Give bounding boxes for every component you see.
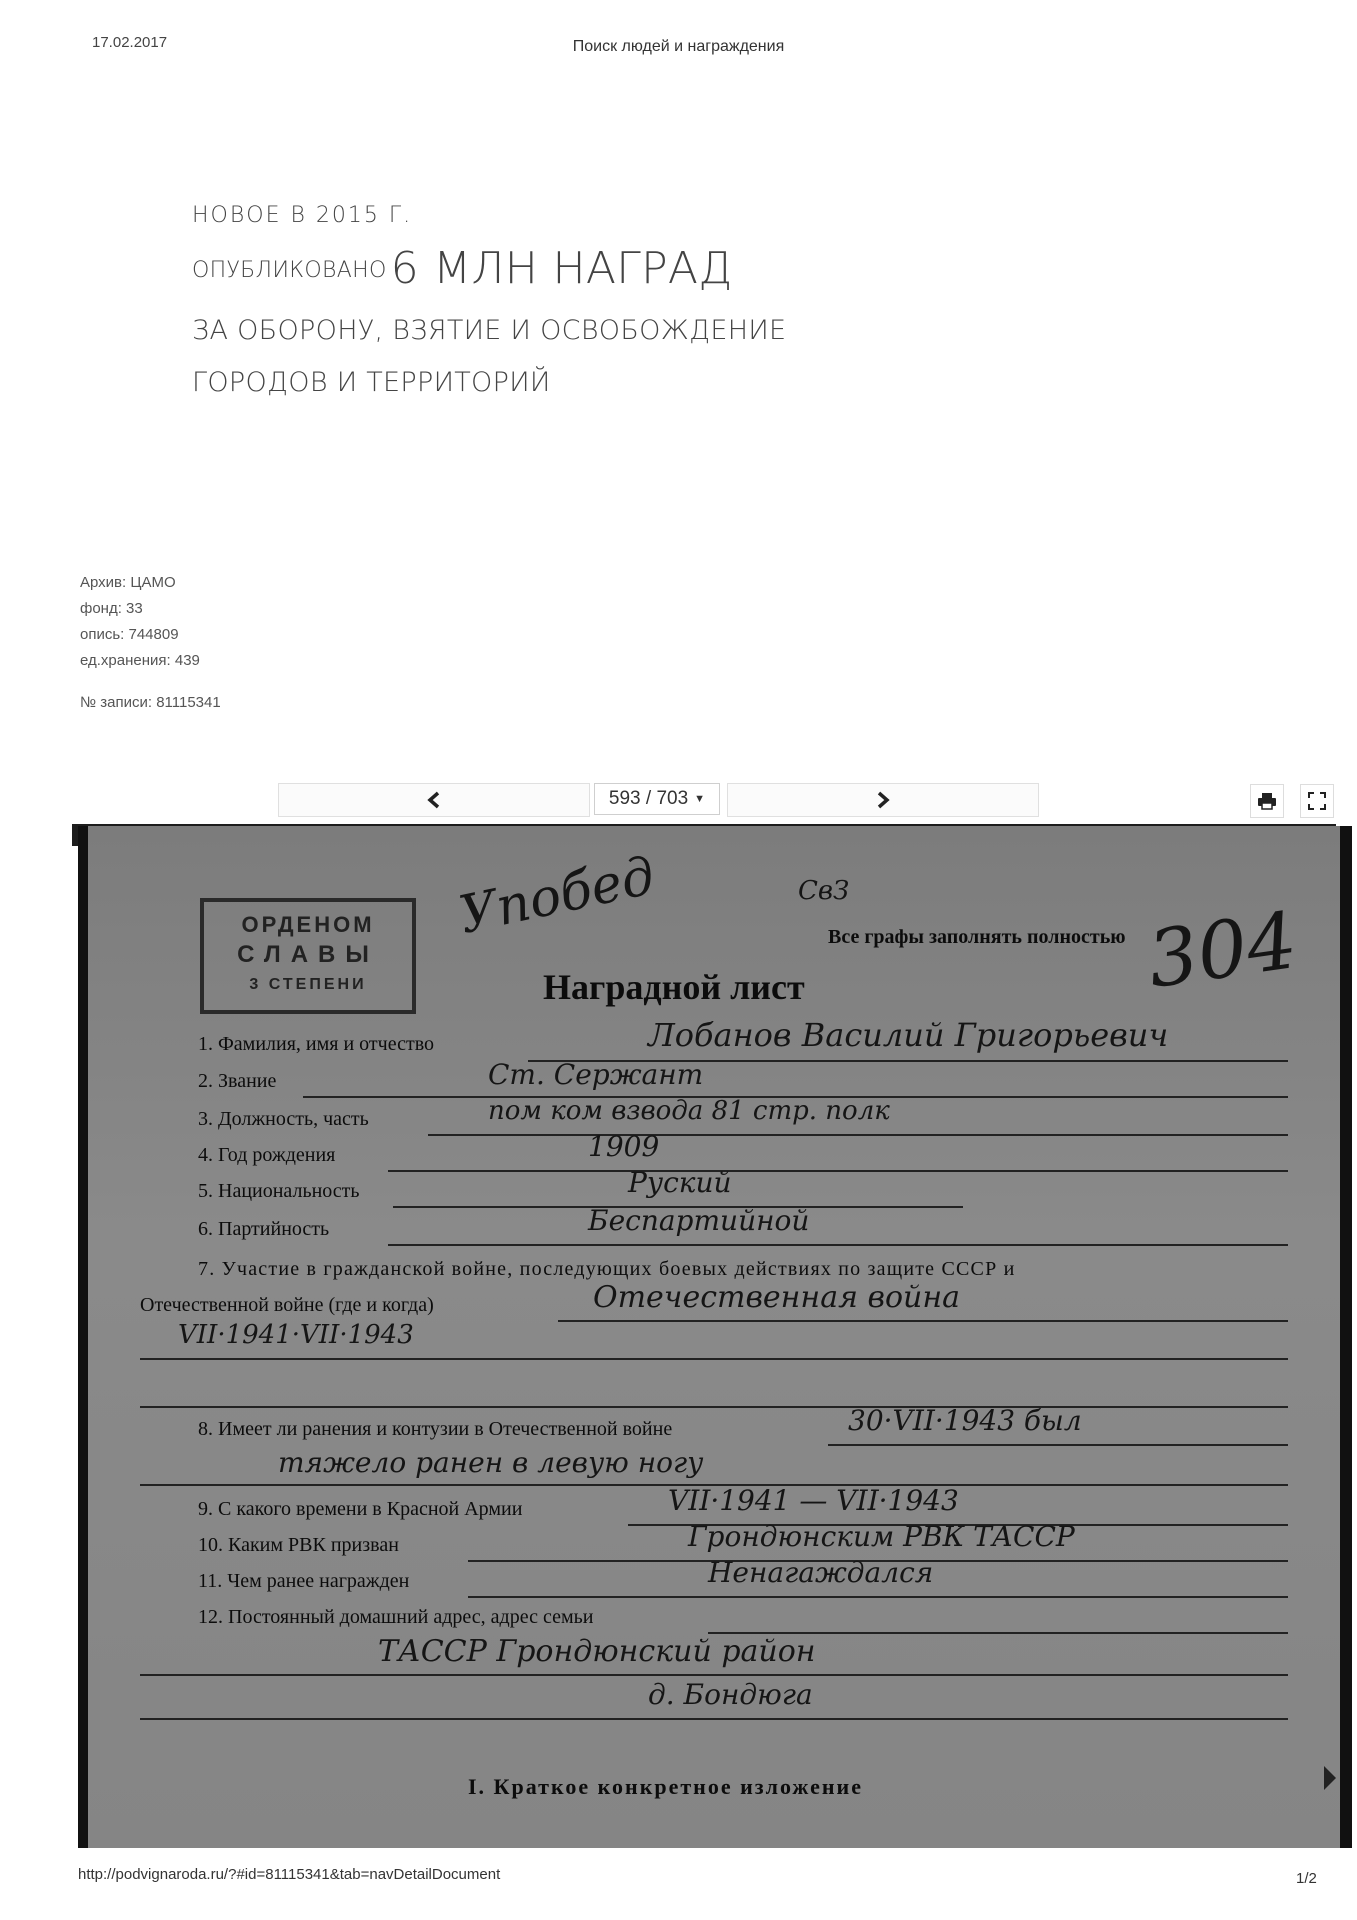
- footer-url: http://podvignaroda.ru/?#id=81115341&tab=navDetailDocument: [78, 1866, 501, 1883]
- row-4-rule: [388, 1170, 1288, 1172]
- promo-headline-big: 6 МЛН НАГРАД: [390, 243, 733, 294]
- stamp-line-3: 3 СТЕПЕНИ: [249, 976, 367, 993]
- row-7c-rule: [140, 1358, 1288, 1360]
- row-2-value: Ст. Сержант: [488, 1058, 704, 1091]
- record-number: № записи: 81115341: [80, 694, 221, 711]
- row-12b-rule: [140, 1674, 1288, 1676]
- row-7b-value: Отечественная война: [593, 1280, 960, 1315]
- section-heading: I. Краткое конкретное изложение: [468, 1774, 863, 1799]
- row-12-label: 12. Постоянный домашний адрес, адрес семьи: [198, 1606, 594, 1628]
- row-11-rule: [468, 1596, 1288, 1598]
- row-6-label: 6. Партийность: [198, 1218, 330, 1240]
- row-4-value: 1909: [588, 1130, 660, 1163]
- row-7c-value: VII·1941·VII·1943: [178, 1320, 414, 1350]
- promo-headline-prefix: ОПУБЛИКОВАНО: [192, 258, 387, 283]
- archive-fond: фонд: 33: [80, 600, 143, 617]
- prev-page-button[interactable]: [278, 783, 590, 817]
- row-5-value: Руский: [628, 1166, 732, 1199]
- row-8-label: 8. Имеет ли ранения и контузии в Отечественной войне: [198, 1418, 673, 1440]
- promo-new-label: НОВОЕ В 2015 Г.: [192, 203, 413, 228]
- page-selector[interactable]: [594, 783, 720, 815]
- row-3-label: 3. Должность, часть: [198, 1108, 369, 1130]
- row-5-label: 5. Национальность: [198, 1180, 360, 1202]
- promo-headline[interactable]: [192, 243, 733, 294]
- row-4-label: 4. Год рождения: [198, 1144, 336, 1166]
- handwritten-number: 304: [1142, 896, 1303, 1006]
- row-1-label: 1. Фамилия, имя и отчество: [198, 1033, 435, 1055]
- row-1-value: Лобанов Василий Григорьевич: [648, 1016, 1169, 1054]
- next-page-button[interactable]: [727, 783, 1039, 817]
- row-9-value: VII·1941 — VII·1943: [668, 1484, 959, 1517]
- row-8b-value: тяжело ранен в левую ногу: [278, 1446, 704, 1479]
- row-11-value: Ненагаждался: [708, 1556, 934, 1589]
- row-7b-rule: [558, 1320, 1288, 1322]
- fullscreen-button[interactable]: [1300, 784, 1334, 818]
- fullscreen-icon: [1308, 792, 1326, 810]
- row-12b-value: ТАССР Грондюнский район: [378, 1634, 816, 1669]
- row-10-label: 10. Каким РВК призван: [198, 1534, 399, 1556]
- document-title: Наградной лист: [543, 967, 805, 1007]
- promo-subline-2: ГОРОДОВ И ТЕРРИТОРИЙ: [192, 367, 551, 398]
- archive-info: [80, 570, 200, 674]
- caret-down-icon: ▼: [694, 793, 706, 805]
- award-stamp: [200, 898, 416, 1014]
- row-6-value: Беспартийной: [588, 1204, 810, 1237]
- chevron-right-icon: [876, 791, 890, 809]
- print-date: 17.02.2017: [92, 34, 168, 51]
- row-3-value: пом ком взвода 81 стр. полк: [488, 1096, 890, 1126]
- row-8-rule: [828, 1444, 1288, 1446]
- archive-name: Архив: ЦАМО: [80, 574, 176, 591]
- row-11-label: 11. Чем ранее награжден: [198, 1570, 410, 1592]
- row-12c-rule: [140, 1718, 1288, 1720]
- row-7-label: 7. Участие в гражданской войне, последующих боевых действиях по защите СССР и: [198, 1258, 1016, 1280]
- printer-icon: [1257, 792, 1277, 810]
- row-8-value: 30·VII·1943 был: [848, 1404, 1082, 1437]
- scroll-right-icon[interactable]: [1324, 1766, 1336, 1790]
- archive-opis: опись: 744809: [80, 626, 179, 643]
- row-10-value: Грондюнским РВК ТАССР: [688, 1520, 1075, 1553]
- footer-page-number: 1/2: [1296, 1870, 1317, 1887]
- chevron-left-icon: [427, 791, 441, 809]
- page-indicator: 593 / 703: [608, 788, 689, 809]
- stamp-line-1: ОРДЕНОМ: [241, 912, 375, 937]
- document-scan[interactable]: [78, 826, 1352, 1848]
- row-7b-label: Отечественной войне (где и когда): [140, 1294, 434, 1316]
- row-6-rule: [388, 1244, 1288, 1246]
- print-button[interactable]: [1250, 784, 1284, 818]
- row-9-label: 9. С какого времени в Красной Армии: [198, 1498, 523, 1520]
- row-2-label: 2. Звание: [198, 1070, 277, 1092]
- row-3-rule: [428, 1134, 1288, 1136]
- promo-subline-1: ЗА ОБОРОНУ, ВЗЯТИЕ И ОСВОБОЖДЕНИЕ: [192, 315, 787, 346]
- header-note: Все графы заполнять полностью: [828, 926, 1126, 948]
- row-12c-value: д. Бондюга: [648, 1678, 813, 1711]
- archive-unit: ед.хранения: 439: [80, 652, 200, 669]
- handwritten-note-top2: СвЗ: [798, 876, 850, 906]
- stamp-line-2: СЛАВЫ: [237, 941, 379, 968]
- handwritten-note-top: Упобед: [453, 846, 660, 946]
- row-7d-rule: [140, 1406, 1288, 1408]
- print-page-title: Поиск людей и награждения: [572, 38, 785, 55]
